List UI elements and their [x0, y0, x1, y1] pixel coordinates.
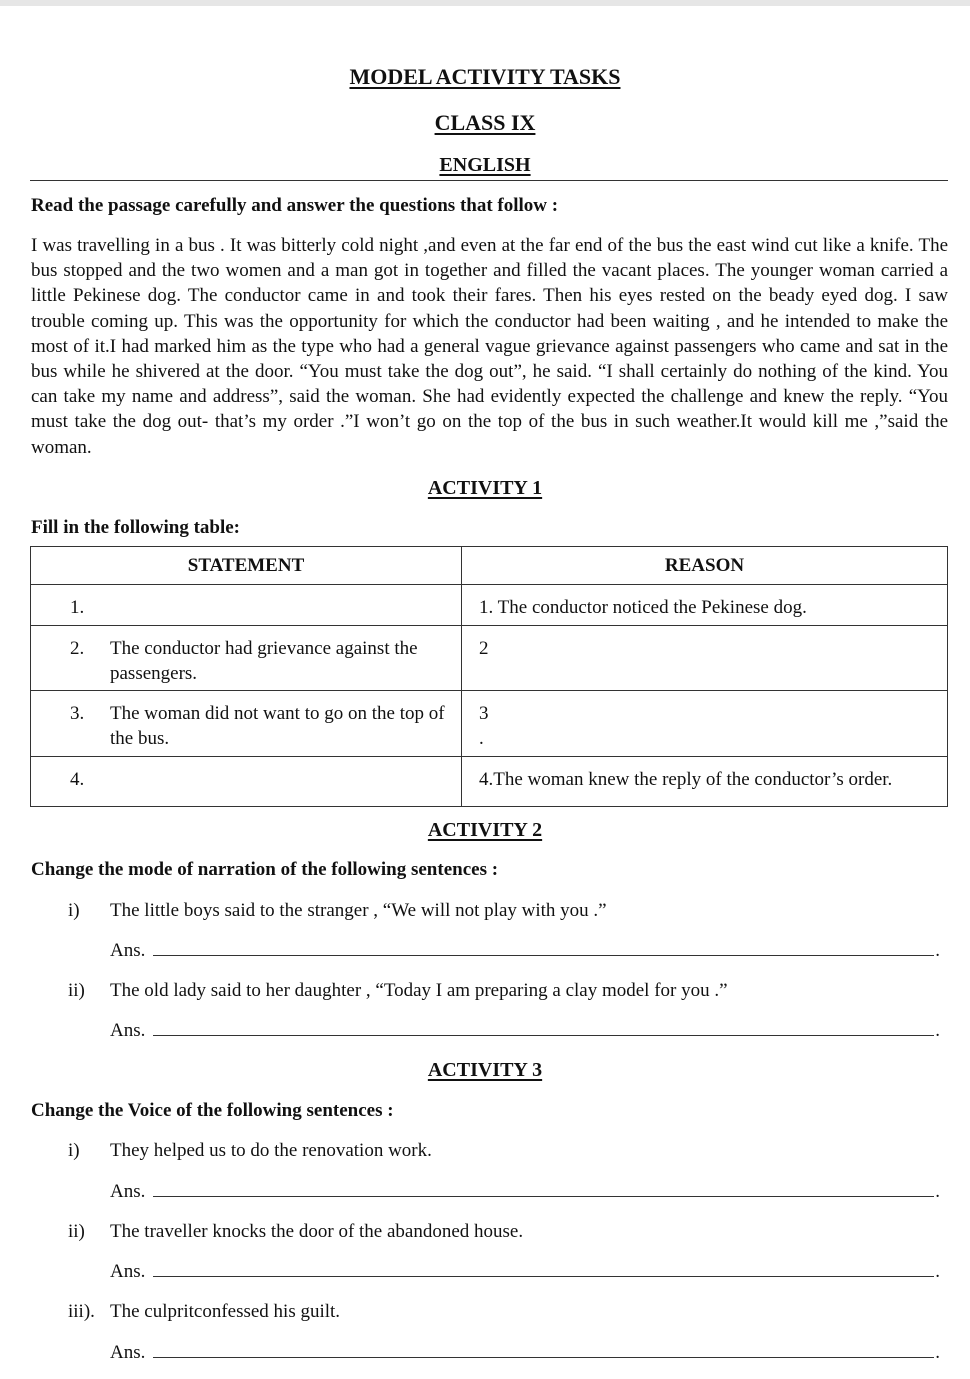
activity3-instruction: Change the Voice of the following sentences :	[31, 1100, 394, 1121]
table-row	[31, 757, 948, 807]
question-text: The old lady said to her daughter , “Today I am preparing a clay model for you .”	[110, 980, 728, 1001]
answer-blank[interactable]	[153, 1182, 934, 1197]
reason-text: 2	[479, 638, 489, 659]
voice-question	[68, 1221, 523, 1243]
answer-label: Ans.	[110, 1181, 146, 1202]
answer-line[interactable]	[110, 1020, 940, 1042]
class-heading: CLASS IX	[434, 110, 536, 135]
voice-question	[68, 1140, 432, 1162]
voice-question	[68, 1301, 340, 1323]
activity1-heading: ACTIVITY 1	[427, 477, 543, 499]
table-header-row	[31, 547, 948, 585]
answer-line[interactable]	[110, 1261, 940, 1283]
passage-instruction: Read the passage carefully and answer the questions that follow :	[31, 195, 559, 216]
answer-line[interactable]	[110, 1342, 940, 1364]
activity2-heading: ACTIVITY 2	[427, 819, 543, 841]
question-number: i)	[68, 1140, 80, 1161]
reason-cell[interactable]	[462, 691, 948, 757]
table-row	[31, 626, 948, 691]
statement-text: The woman did not want to go on the top of the bus.	[110, 703, 445, 749]
question-number: ii)	[68, 1221, 85, 1242]
question-text: The little boys said to the stranger , “We will not play with you .”	[110, 900, 607, 921]
answer-blank[interactable]	[153, 1021, 934, 1036]
answer-end-mark: .	[935, 1261, 940, 1282]
answer-end-mark: .	[935, 1342, 940, 1363]
answer-line[interactable]	[110, 940, 940, 962]
subject-heading: ENGLISH	[439, 154, 531, 176]
activity1-instruction: Fill in the following table:	[31, 517, 240, 538]
row-number: 3.	[70, 703, 85, 724]
statement-reason-table	[30, 546, 948, 807]
answer-blank[interactable]	[153, 1262, 934, 1277]
answer-blank[interactable]	[153, 1343, 934, 1358]
question-number: ii)	[68, 980, 85, 1001]
answer-blank[interactable]	[153, 941, 934, 956]
question-text: They helped us to do the renovation work.	[110, 1140, 432, 1161]
column-header-statement: STATEMENT	[31, 547, 462, 585]
reason-text: 1. The conductor noticed the Pekinese dog.	[479, 597, 807, 618]
reason-cell[interactable]	[462, 757, 948, 807]
activity3-heading: ACTIVITY 3	[427, 1059, 543, 1081]
narration-question	[68, 980, 728, 1002]
reason-text: 4.The woman knew the reply of the conductor’s order.	[479, 769, 893, 790]
table-row	[31, 691, 948, 757]
narration-question	[68, 900, 607, 922]
answer-end-mark: .	[935, 940, 940, 961]
question-number: iii).	[68, 1301, 95, 1322]
row-number: 2.	[70, 638, 85, 659]
row-number: 4.	[70, 769, 85, 790]
answer-end-mark: .	[935, 1181, 940, 1202]
reading-passage: I was travelling in a bus . It was bitterly cold night ,and even at the far end of the bus the east wind cut like a knife. The bus stopped and the two women and a man got in together and filled the vacant places. The younger woman carried a little Pekinese dog. The conductor came in and took their fares. Then his eyes rested on the beady eyed dog. I saw trouble coming up. This was the opportunity for which the conductor had been waiting , and he intended to make the most of it.I had marked him as the type who had a general vague grievance against passengers who came and sat in the bus while he shivered at the door. “You must take the dog out”, he said. “I shall certainly do nothing of the kind. You can take my name and address”, said the woman. She had evidently expected the challenge and knew the reply. “You must take the dog out- that’s my order .”I won’t go on the top of the bus in such weather.It would kill me ,”said the woman.	[31, 235, 948, 458]
activity2-instruction: Change the mode of narration of the following sentences :	[31, 859, 499, 880]
statement-cell[interactable]	[31, 585, 462, 626]
answer-label: Ans.	[110, 1261, 146, 1282]
answer-label: Ans.	[110, 1020, 146, 1041]
question-text: The traveller knocks the door of the abandoned house.	[110, 1221, 524, 1242]
answer-line[interactable]	[110, 1181, 940, 1203]
statement-cell[interactable]	[31, 626, 462, 691]
answer-label: Ans.	[110, 1342, 146, 1363]
question-text: The culpritconfessed his guilt.	[110, 1301, 341, 1322]
reason-text: 3	[479, 703, 489, 724]
reason-cell[interactable]	[462, 585, 948, 626]
reason-mark: .	[479, 728, 484, 749]
statement-text: The conductor had grievance against the passengers.	[110, 638, 418, 684]
header-divider	[30, 180, 948, 181]
document-title: MODEL ACTIVITY TASKS	[349, 64, 621, 89]
answer-label: Ans.	[110, 940, 146, 961]
answer-end-mark: .	[935, 1020, 940, 1041]
statement-cell[interactable]	[31, 691, 462, 757]
reason-cell[interactable]	[462, 626, 948, 691]
column-header-reason: REASON	[462, 547, 948, 585]
statement-cell[interactable]	[31, 757, 462, 807]
question-number: i)	[68, 900, 80, 921]
table-row	[31, 585, 948, 626]
row-number: 1.	[70, 597, 85, 618]
